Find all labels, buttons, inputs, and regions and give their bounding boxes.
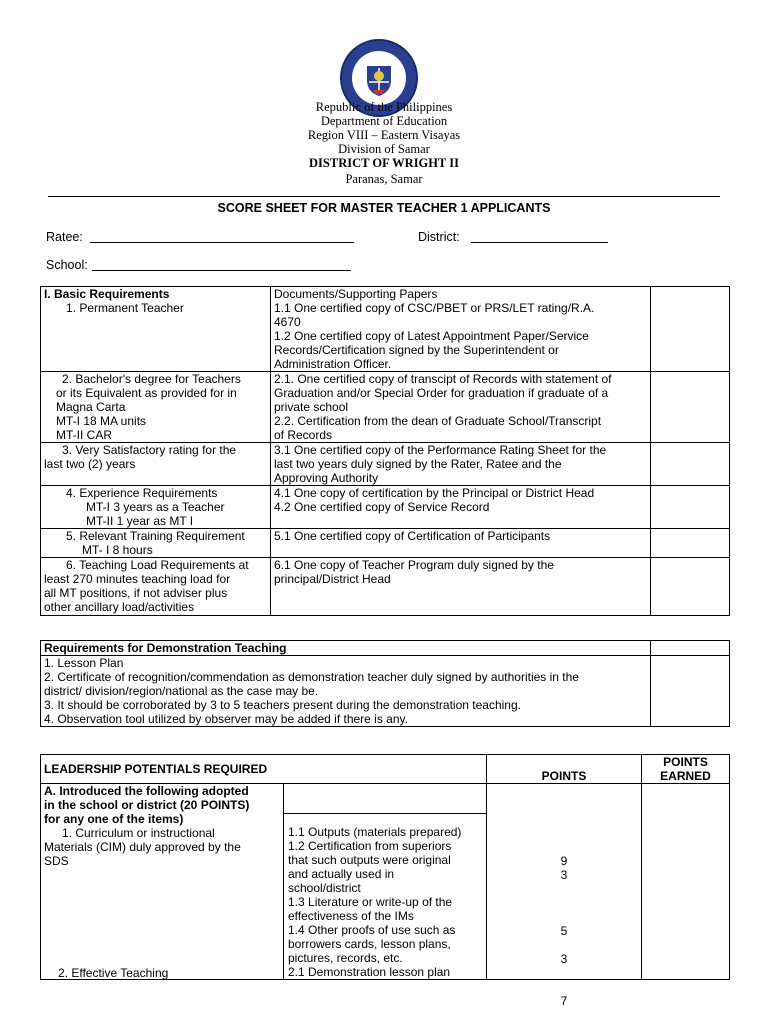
requirement-cell <box>41 486 271 529</box>
requirement-cell <box>41 372 271 443</box>
section-a-heading: in the school or district (20 POINTS) <box>44 798 250 812</box>
document-line: 4670 <box>274 315 301 329</box>
ratee-label: Ratee: <box>46 230 83 244</box>
criterion-line: pictures, records, etc. <box>288 951 403 965</box>
score-cell[interactable] <box>651 641 730 656</box>
header-divider <box>48 196 720 197</box>
document-line: 6.1 One copy of Teacher Program duly signed by the <box>274 558 554 572</box>
requirement-line: 4. Experience Requirements <box>66 486 218 500</box>
requirement-line: last two (2) years <box>44 457 136 471</box>
score-cell[interactable] <box>651 558 730 616</box>
section-a-heading: A. Introduced the following adopted <box>44 784 249 798</box>
document-line: Graduation and/or Special Order for graduation if graduate of a <box>274 386 609 400</box>
points-value: 7 <box>560 994 568 1008</box>
criterion-line: 1.2 Certification from superiors <box>288 839 452 853</box>
requirement-line: all MT positions, if not adviser plus <box>44 586 228 600</box>
table-row <box>41 372 730 443</box>
points-earned-header <box>642 755 730 784</box>
header-line-1: Republic of the Philippines <box>315 100 453 114</box>
requirement-line: MT-I 3 years as a Teacher <box>86 500 225 514</box>
criterion-line: borrowers cards, lesson plans, <box>288 937 451 951</box>
criterion-line: effectiveness of the IMs <box>288 909 414 923</box>
requirement-cell <box>41 529 271 558</box>
documents-heading: Documents/Supporting Papers <box>274 287 438 301</box>
demo-item: district/ division/region/national as the case may be. <box>44 684 319 698</box>
criteria-cell <box>284 784 487 980</box>
requirement-line: MT- I 8 hours <box>82 543 153 557</box>
table-row <box>41 529 730 558</box>
requirement-cell <box>41 558 271 616</box>
document-line: 2.1. One certified copy of transcipt of Records with statement of <box>274 372 612 386</box>
document-line: principal/District Head <box>274 572 391 586</box>
basic-requirements-table <box>40 286 730 616</box>
table-row <box>41 656 730 727</box>
table-row <box>41 558 730 616</box>
requirement-line: least 270 minutes teaching load for <box>44 572 231 586</box>
documents-cell <box>271 558 651 616</box>
requirement-line: 6. Teaching Load Requirements at <box>66 558 249 572</box>
points-earned-label: POINTS <box>663 755 708 769</box>
requirement-cell <box>41 287 271 372</box>
points-value: 3 <box>560 952 568 966</box>
document-line: 4.1 One copy of certification by the Principal or District Head <box>274 486 595 500</box>
requirement-line: Magna Carta <box>56 400 126 414</box>
leadership-item: 2. Effective Teaching <box>58 966 169 980</box>
document-line: 4.2 One certified copy of Service Record <box>274 500 490 514</box>
document-line: of Records <box>274 428 333 442</box>
requirement-line: MT-II 1 year as MT I <box>86 514 194 528</box>
requirement-line: 3. Very Satisfactory rating for the <box>62 443 237 457</box>
document-line: Records/Certification signed by the Superintendent or <box>274 343 559 357</box>
demo-heading: Requirements for Demonstration Teaching <box>41 641 651 656</box>
score-cell[interactable] <box>651 372 730 443</box>
page-title: SCORE SHEET FOR MASTER TEACHER 1 APPLICANTS <box>217 201 551 215</box>
table-row <box>41 641 730 656</box>
requirement-line: MT-II CAR <box>56 428 112 442</box>
demo-item: 1. Lesson Plan <box>44 656 124 670</box>
table-row <box>41 486 730 529</box>
ratee-input-line[interactable] <box>90 242 354 243</box>
document-line: 1.2 One certified copy of Latest Appointment Paper/Service <box>274 329 589 343</box>
basic-requirements-heading: I. Basic Requirements <box>44 287 170 301</box>
table-row <box>41 755 730 784</box>
requirement-cell <box>41 443 271 486</box>
points-value: 3 <box>560 868 568 882</box>
documents-cell <box>271 443 651 486</box>
documents-cell <box>271 529 651 558</box>
district-input-line[interactable] <box>471 242 608 243</box>
criterion-line: and actually used in <box>288 867 395 881</box>
requirement-line: or its Equivalent as provided for in <box>56 386 237 400</box>
requirement-line: 2. Bachelor's degree for Teachers <box>62 372 241 386</box>
criterion-line: 1.4 Other proofs of use such as <box>288 923 456 937</box>
document-line: private school <box>274 400 349 414</box>
leadership-heading: LEADERSHIP POTENTIALS REQUIRED <box>41 755 487 784</box>
demo-item: 2. Certificate of recognition/commendation as demonstration teacher duly signed by authorities in the <box>44 670 579 684</box>
location: Paranas, Samar <box>345 172 423 186</box>
criterion-line: 2.1 Demonstration lesson plan <box>288 965 451 979</box>
criterion-line: 1.1 Outputs (materials prepared) <box>288 825 462 839</box>
document-line: 5.1 One certified copy of Certification of Participants <box>274 529 551 543</box>
district-label: District: <box>418 230 460 244</box>
table-row <box>41 443 730 486</box>
points-earned-label: EARNED <box>660 769 711 783</box>
header-line-2: Department of Education <box>320 114 448 128</box>
criteria-top-divider <box>284 784 486 814</box>
demo-item: 3. It should be corroborated by 3 to 5 teachers present during the demonstration teaching. <box>44 698 521 712</box>
document-line: last two years duly signed by the Rater, Ratee and the <box>274 457 562 471</box>
score-cell[interactable] <box>651 529 730 558</box>
school-label: School: <box>46 258 88 272</box>
document-line: 2.2. Certification from the dean of Graduate School/Transcript <box>274 414 602 428</box>
requirement-line: other ancillary load/activities <box>44 600 195 614</box>
documents-cell <box>271 486 651 529</box>
documents-cell <box>271 372 651 443</box>
district-name: DISTRICT OF WRIGHT II <box>309 156 459 170</box>
points-cell <box>487 784 642 1008</box>
requirement-line: 1. Permanent Teacher <box>66 301 184 315</box>
document-line: 1.1 One certified copy of CSC/PBET or PRS/LET rating/R.A. <box>274 301 595 315</box>
table-row <box>41 287 730 372</box>
demo-item: 4. Observation tool utilized by observer may be added if there is any. <box>44 712 408 726</box>
requirement-line: MT-I 18 MA units <box>56 414 147 428</box>
requirement-line: 5. Relevant Training Requirement <box>66 529 245 543</box>
score-cell[interactable] <box>651 287 730 372</box>
score-cell[interactable] <box>651 443 730 486</box>
leadership-items-cell <box>41 784 284 980</box>
documents-cell <box>271 287 651 372</box>
score-cell[interactable] <box>651 656 730 727</box>
criterion-line: 1.3 Literature or write-up of the <box>288 895 453 909</box>
section-a-heading: for any one of the items) <box>44 812 184 826</box>
criteria-list <box>288 825 461 979</box>
table-row <box>41 784 730 980</box>
document-line: Approving Authority <box>274 471 379 485</box>
leadership-item: 1. Curriculum or instructional <box>62 826 215 840</box>
header-line-4: Division of Samar <box>338 142 430 156</box>
criterion-line: that such outputs were original <box>288 853 451 867</box>
criterion-line: school/district <box>288 881 361 895</box>
leadership-potentials-table <box>40 754 730 1008</box>
points-value: 9 <box>560 854 568 868</box>
demo-items-cell <box>41 656 651 727</box>
document-line: Administration Officer. <box>274 357 392 371</box>
demonstration-teaching-table <box>40 640 730 727</box>
header-line-3: Region VIII – Eastern Visayas <box>307 128 461 142</box>
leadership-item: Materials (CIM) duly approved by the <box>44 840 241 854</box>
points-value: 5 <box>560 924 568 938</box>
score-cell[interactable] <box>651 486 730 529</box>
points-earned-cell[interactable] <box>642 784 730 980</box>
points-header: POINTS <box>487 755 642 784</box>
school-input-line[interactable] <box>92 270 351 271</box>
leadership-item: SDS <box>44 854 69 868</box>
document-line: 3.1 One certified copy of the Performance Rating Sheet for the <box>274 443 607 457</box>
